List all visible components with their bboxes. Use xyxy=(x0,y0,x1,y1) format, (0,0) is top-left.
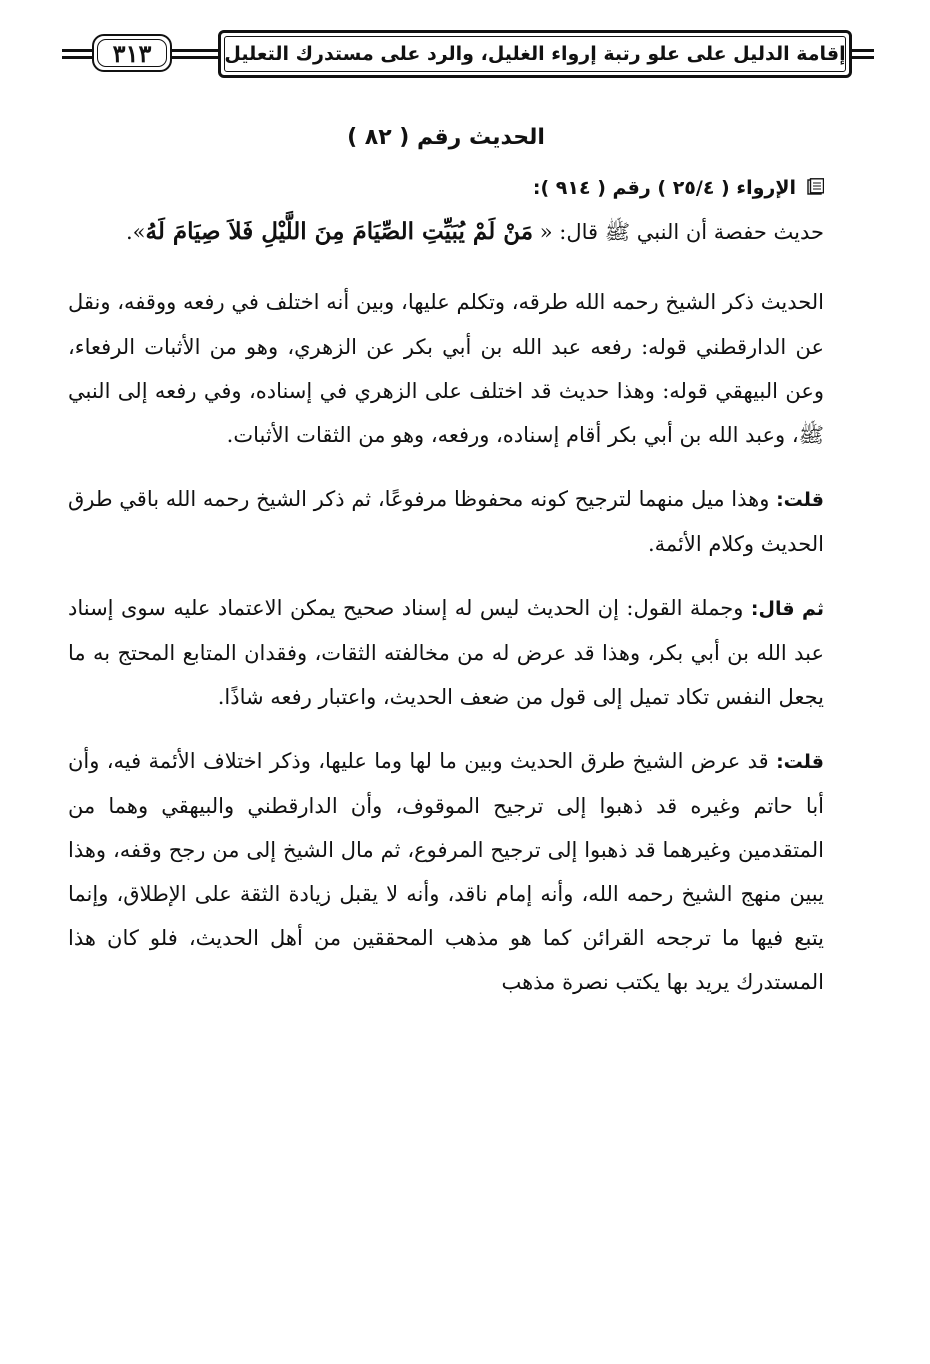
hadith-paragraph xyxy=(68,210,824,254)
hadith-quote: مَنْ لَمْ يُبَيِّتِ الصِّيَامَ مِنَ اللَّيْلِ فَلاَ صِيَامَ لَهُ xyxy=(145,218,534,245)
reference-text: الإرواء ( ٢٥/٤ ) رقم ( ٩١٤ ): xyxy=(532,177,796,199)
paragraph-text: الحديث ذكر الشيخ رحمه الله طرقه، وتكلم عليها، وبين أنه اختلف في رفعه ووقفه، ونقل عن الدارقطني قوله: رفعه عبد الله بن أبي بكر عن الزهري، وهو من الأثبات الرفعاء، وعن البيهقي قوله: وهذا حديث قد اختلف على الزهري في إسناده، وفي رفعه إلى النبي ﷺ، وعبد الله بن أبي بكر أقام إسناده، ورفعه، وهو من الثقات الأثبات. xyxy=(68,290,824,447)
paragraph-1 xyxy=(68,280,824,457)
header-rule-left xyxy=(62,49,92,59)
reference-line xyxy=(68,168,824,208)
paragraph-text: وجملة القول: إن الحديث ليس له إسناد صحيح يمكن الاعتماد عليه سوى إسناد عبد الله بن أبي بكر، وهذا قد عرض له من مخالفته الثقات، وفقدان المتابع المحتج به ما يجعل النفس تكاد تميل إلى قول من ضعف الحديث، واعتبار رفعه شاذًا. xyxy=(68,596,824,709)
paragraph-text: وهذا ميل منهما لترجيح كونه محفوظا مرفوعًا، ثم ذكر الشيخ رحمه الله باقي طرق الحديث وكلام الأئمة. xyxy=(68,487,824,556)
paragraph-4 xyxy=(68,739,824,1004)
running-header xyxy=(62,26,874,82)
paragraph-3 xyxy=(68,586,824,719)
paragraph-label: قلت: xyxy=(776,751,824,773)
book-icon xyxy=(806,178,824,196)
header-rule-right xyxy=(852,49,874,59)
paragraph-label: قلت: xyxy=(776,489,824,511)
page-number-text: ٣١٣ xyxy=(112,38,152,68)
hadith-close: ». xyxy=(125,220,146,244)
running-title-text: إقامة الدليل على علو رتبة إرواء الغليل، والرد على مستدرك التعليل xyxy=(224,43,846,65)
paragraph-text: قد عرض الشيخ طرق الحديث وبين ما لها وما عليها، وذكر اختلاف الأئمة فيه، وأن أبا حاتم وغيره قد ذهبوا إلى ترجيح الموقوف، وأن الدارقطني والبيهقي وهما من المتقدمين وغيرهما قد ذهبوا إلى ترجيح المرفوع، ثم مال الشيخ إلى من رجح وقفه، وهذا يبين منهج الشيخ رحمه الله، وأنه إمام ناقد، وأنه لا يقبل زيادة الثقة على الإطلاق، وإنما يتبع فيها ما ترجحه القرائن كما هو مذهب المحققين من أهل الحديث، فلو كان هذا المستدرك يريد بها يكتب نصرة مذهب xyxy=(68,749,824,994)
running-title xyxy=(218,30,852,78)
paragraph-label: ثم قال: xyxy=(750,598,825,620)
paragraph-2 xyxy=(68,477,824,566)
hadith-intro: حديث حفصة أن النبي ﷺ قال: « xyxy=(539,220,824,244)
page-body xyxy=(68,118,824,1024)
page-number xyxy=(92,34,172,72)
section-heading: الحديث رقم ( ٨٢ ) xyxy=(347,125,545,150)
header-rule-middle xyxy=(172,49,218,59)
